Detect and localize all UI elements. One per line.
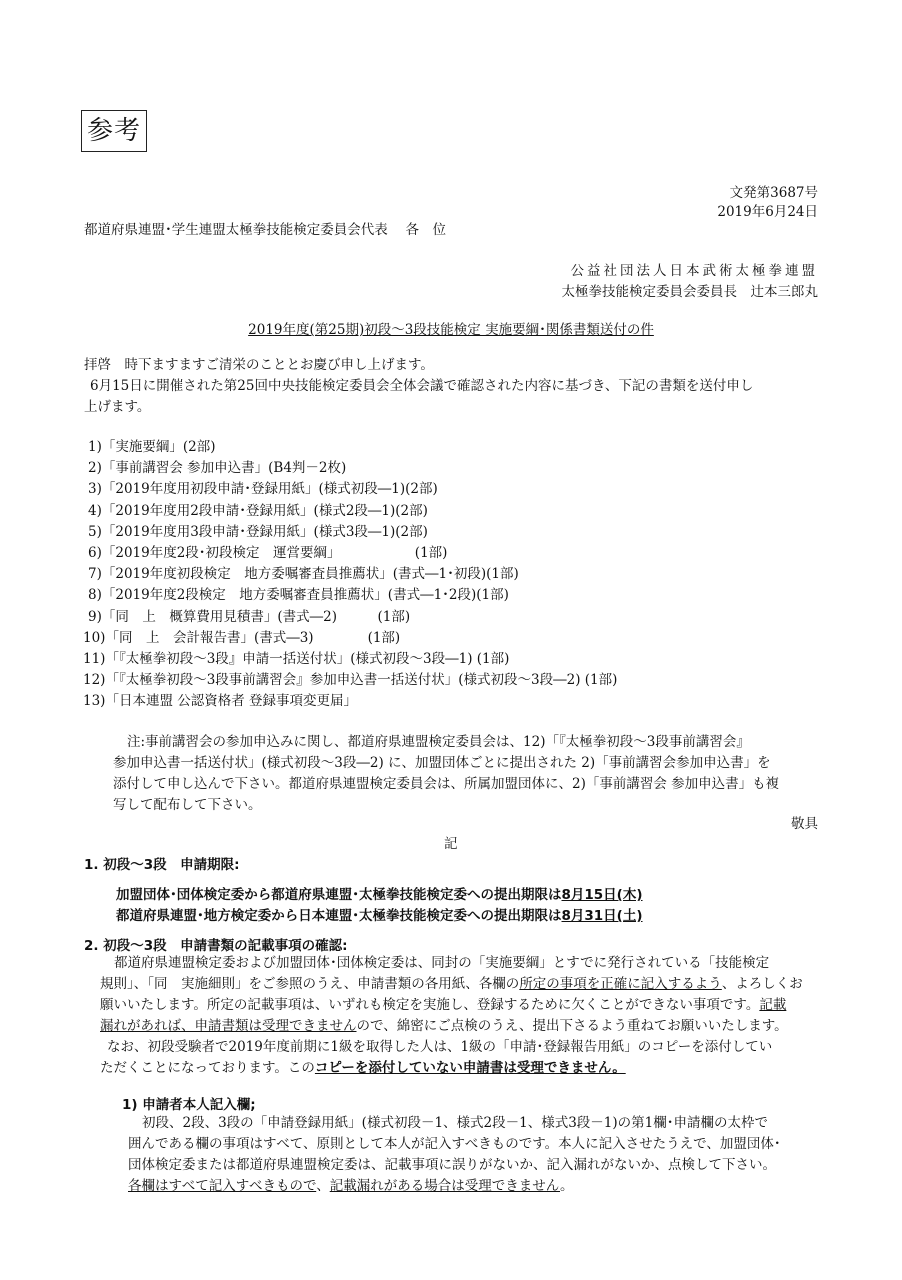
deadline-text: 加盟団体･団体検定委から都道府県連盟･太極拳技能検定委への提出期限は <box>116 887 562 903</box>
greeting-line: 拝啓 時下ますますご清栄のこととお慶び申し上げます。 <box>84 357 434 373</box>
subsection-1-body <box>128 1113 818 1197</box>
body-line: 初段、2段、3段の「申請登録用紙」(様式初段－1、様式2段－1、様式3段－1)の第1欄･申請欄の太枠で <box>142 1115 768 1131</box>
list-item: 9)「同 上 概算費用見積書」(書式―2) (1部) <box>88 608 411 625</box>
note-line: 参加申込書一括送付状」(様式初段～3段―2) に、加盟団体ごとに提出された 2)「事前講習会参加申込書」を <box>113 755 771 771</box>
note-line: 添付して申し込んで下さい。都道府県連盟検定委員会は、所属加盟団体に、2)「事前講習会 参加申込書」も複 <box>113 776 780 792</box>
body-line: ただくことになっております。このコピーを添付していない申請書は受理できません。 <box>100 1060 626 1076</box>
document-number: 文発第3687号 <box>729 185 818 201</box>
deadline-date: 8月15日(木) <box>561 887 643 903</box>
ki-heading: 記 <box>444 836 458 852</box>
body-line: 団体検定委または都道府県連盟検定委は、記載事項に誤りがないか、記入漏れがないか、点検して下さい。 <box>128 1157 776 1173</box>
list-item: 10)「同 上 会計報告書」(書式―3) (1部) <box>83 629 401 646</box>
closing: 敬具 <box>791 816 818 832</box>
list-item: 12)「『太極拳初段～3段事前講習会』参加申込書一括送付状」(様式初段～3段―2) (1部) <box>83 672 618 689</box>
body-line: 規則」、「同 実施細則」をご参照のうえ、申請書類の各用紙、各欄の所定の事項を正確に記入するよう、よろしくお <box>100 976 803 992</box>
body-line: 願いいたします。所定の記載事項は、いずれも検定を実施し、登録するために欠くことができない事項です。記載 <box>100 997 787 1013</box>
note-line: 注:事前講習会の参加申込みに関し、都道府県連盟検定委員会は、12)「『太極拳初段～3段事前講習会』 <box>127 734 750 750</box>
body-line: 漏れがあれば、申請書類は受理できませんので、綿密にご点検のうえ、提出下さるよう重ねてお願いいたします。 <box>100 1018 788 1034</box>
note-paragraph <box>113 732 818 816</box>
greeting <box>84 355 819 418</box>
section-2-title: 2. 初段～3段 申請書類の記載事項の確認: <box>84 938 348 954</box>
list-item: 11)「『太極拳初段～3段』申請一括送付状」(様式初段～3段―1) (1部) <box>83 650 510 667</box>
deadline-1 <box>116 883 643 903</box>
greeting-line: 6月15日に開催された第25回中央技能検定委員会全体会議で確認された内容に基づき、下記の書類を送付申し <box>90 378 754 394</box>
note-line: 写して配布して下さい。 <box>113 797 262 813</box>
list-item: 2)「事前講習会 参加申込書」(B4判－2枚) <box>88 460 347 477</box>
sender-name: 太極拳技能検定委員会委員長 辻本三郎丸 <box>561 284 818 300</box>
list-item: 8)「2019年度2段検定 地方委嘱審査員推薦状」(書式―1･2段)(1部) <box>88 587 509 604</box>
list-item: 1)「実施要綱」(2部) <box>88 439 216 455</box>
body-line: 各欄はすべて記入すべきもので、記載漏れがある場合は受理できません。 <box>128 1178 574 1194</box>
sender-organization: 公益社団法人日本武術太極拳連盟 <box>570 263 818 279</box>
list-item: 5)「2019年度用3段申請･登録用紙」(様式3段―1)(2部) <box>88 523 428 540</box>
body-line: 囲んである欄の事項はすべて、原則として本人が記入すべきものです。本人に記入させたうえで、加盟団体･ <box>128 1136 781 1152</box>
reference-stamp: 参考 <box>81 110 147 152</box>
deadline-2 <box>116 904 643 924</box>
list-item: 6)「2019年度2段･初段検定 運営要綱」 (1部) <box>88 544 448 561</box>
list-item: 3)「2019年度用初段申請･登録用紙」(様式初段―1)(2部) <box>88 481 438 498</box>
document-date: 2019年6月24日 <box>717 204 818 220</box>
recipient: 都道府県連盟･学生連盟太極拳技能検定委員会代表 各 位 <box>84 222 447 238</box>
subject-line: 2019年度(第25期)初段～3段技能検定 実施要綱･関係書類送付の件 <box>248 322 654 338</box>
list-item: 4)「2019年度用2段申請･登録用紙」(様式2段―1)(2部) <box>88 502 428 519</box>
list-item: 13)「日本連盟 公認資格者 登録事項変更届」 <box>83 693 358 710</box>
enclosure-list <box>83 437 618 712</box>
section-2-body <box>100 953 818 1079</box>
greeting-line: 上げます。 <box>84 399 151 415</box>
deadline-date: 8月31日(土) <box>561 908 643 924</box>
body-line: 都道府県連盟検定委および加盟団体･団体検定委は、同封の「実施要綱」とすでに発行されている「技能検定 <box>114 955 770 971</box>
list-item: 7)「2019年度初段検定 地方委嘱審査員推薦状」(書式―1･初段)(1部) <box>88 566 519 583</box>
body-line: なお、初段受験者で2019年度前期に1級を取得した人は、1級の「申請･登録報告用紙」のコピーを添付してい <box>107 1039 773 1055</box>
section-1-title: 1. 初段～3段 申請期限: <box>84 857 240 873</box>
subsection-1-title: 1) 申請者本人記入欄; <box>122 1097 256 1113</box>
deadline-text: 都道府県連盟･地方検定委から日本連盟･太極拳技能検定委への提出期限は <box>116 908 562 924</box>
